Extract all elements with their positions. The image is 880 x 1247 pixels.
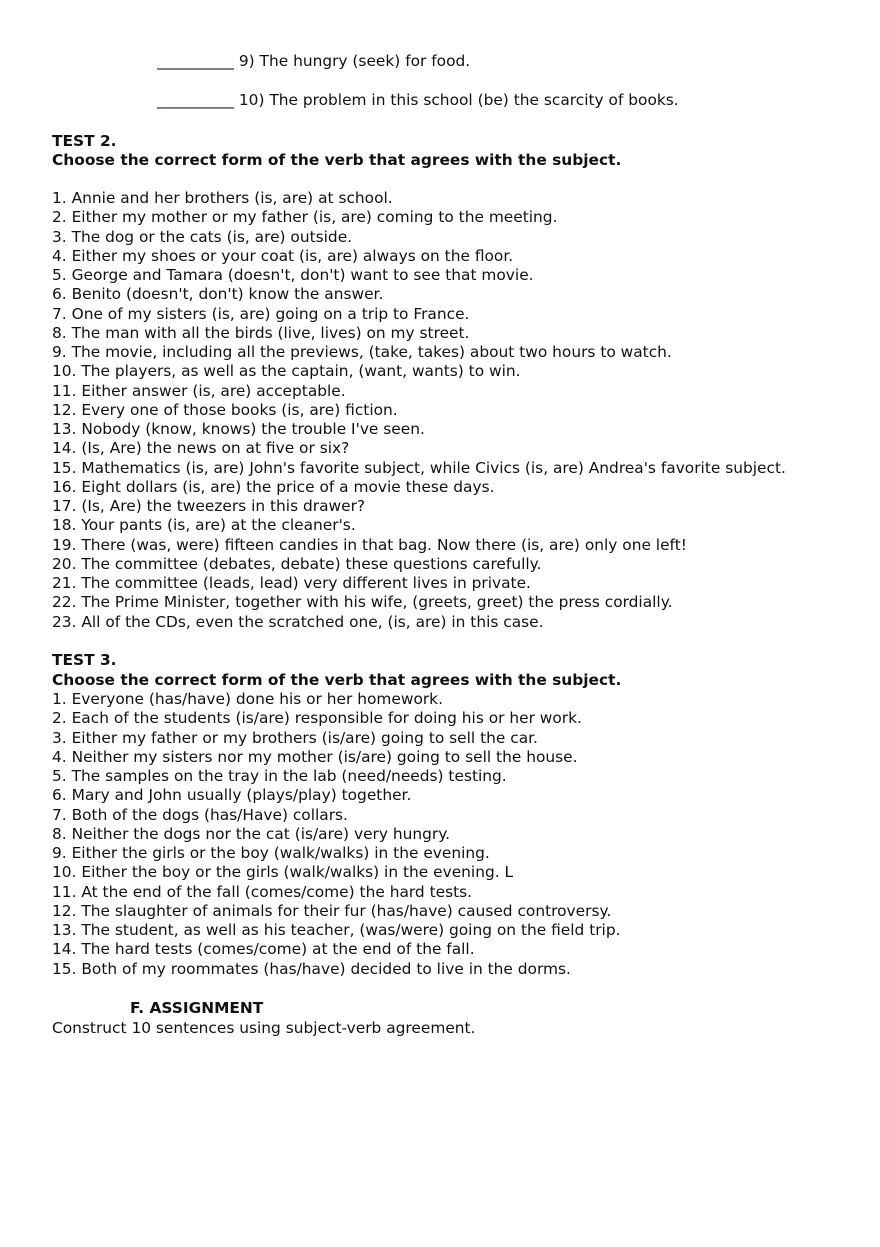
- list-item: 10. Either the boy or the girls (walk/walks) in the evening. L: [52, 863, 514, 882]
- list-item: 23. All of the CDs, even the scratched one, (is, are) in this case.: [52, 612, 544, 631]
- item-text: 10) The problem in this school (be) the scarcity of books.: [238, 91, 679, 109]
- fill-in-item-9: [157, 52, 470, 71]
- list-item: 14. The hard tests (comes/come) at the end of the fall.: [52, 940, 475, 959]
- list-item: 13. Nobody (know, knows) the trouble I've seen.: [52, 420, 425, 438]
- test2-list: [52, 189, 786, 632]
- list-item: 2. Either my mother or my father (is, are) coming to the meeting.: [52, 208, 558, 227]
- list-item: 15. Mathematics (is, are) John's favorite subject, while Civics (is, are) Andrea's favorite subject.: [52, 458, 786, 477]
- list-item: 16. Eight dollars (is, are) the price of a movie these days.: [52, 477, 495, 496]
- test3-instruction: Choose the correct form of the verb that agrees with the subject.: [52, 671, 622, 689]
- list-item: 13. The student, as well as his teacher, (was/were) going on the field trip.: [52, 921, 621, 939]
- list-item: 9. Either the girls or the boy (walk/walks) in the evening.: [52, 844, 490, 862]
- list-item: 7. One of my sisters (is, are) going on a trip to France.: [52, 304, 470, 323]
- list-item: 6. Mary and John usually (plays/play) together.: [52, 786, 412, 805]
- list-item: 10. The players, as well as the captain, (want, wants) to win.: [52, 362, 521, 381]
- list-item: 15. Both of my roommates (has/have) decided to live in the dorms.: [52, 959, 571, 978]
- answer-blank: __________: [157, 91, 234, 109]
- list-item: 21. The committee (leads, lead) very different lives in private.: [52, 574, 531, 592]
- assignment-heading: F. ASSIGNMENT: [130, 999, 264, 1017]
- assignment-text: Construct 10 sentences using subject-verb agreement.: [52, 1019, 476, 1037]
- fill-in-item-10: [157, 91, 679, 110]
- list-item: 8. Neither the dogs nor the cat (is/are) very hungry.: [52, 824, 451, 843]
- list-item: 20. The committee (debates, debate) these questions carefully.: [52, 554, 542, 573]
- item-text: 9) The hungry (seek) for food.: [238, 52, 471, 70]
- list-item: 4. Neither my sisters nor my mother (is/are) going to sell the house.: [52, 747, 578, 766]
- test3-list: [52, 690, 621, 979]
- list-item: 18. Your pants (is, are) at the cleaner's.: [52, 516, 356, 535]
- list-item: 8. The man with all the birds (live, lives) on my street.: [52, 323, 470, 342]
- list-item: 14. (Is, Are) the news on at five or six?: [52, 439, 350, 458]
- list-item: 6. Benito (doesn't, don't) know the answer.: [52, 285, 384, 304]
- list-item: 3. The dog or the cats (is, are) outside.: [52, 227, 353, 246]
- list-item: 2. Each of the students (is/are) responsible for doing his or her work.: [52, 709, 582, 728]
- list-item: 7. Both of the dogs (has/Have) collars.: [52, 805, 348, 824]
- answer-blank: __________: [157, 52, 234, 70]
- test2-title: TEST 2.: [52, 132, 117, 150]
- list-item: 19. There (was, were) fifteen candies in that bag. Now there (is, are) only one left!: [52, 535, 687, 554]
- list-item: 1. Annie and her brothers (is, are) at school.: [52, 189, 393, 207]
- list-item: 5. George and Tamara (doesn't, don't) want to see that movie.: [52, 266, 534, 284]
- list-item: 9. The movie, including all the previews, (take, takes) about two hours to watch.: [52, 343, 672, 361]
- list-item: 4. Either my shoes or your coat (is, are) always on the floor.: [52, 246, 514, 265]
- list-item: 11. Either answer (is, are) acceptable.: [52, 381, 346, 400]
- list-item: 3. Either my father or my brothers (is/are) going to sell the car.: [52, 728, 538, 747]
- list-item: 11. At the end of the fall (comes/come) the hard tests.: [52, 882, 473, 901]
- test3-title: TEST 3.: [52, 651, 117, 669]
- list-item: 22. The Prime Minister, together with his wife, (greets, greet) the press cordially.: [52, 593, 673, 612]
- list-item: 1. Everyone (has/have) done his or her homework.: [52, 690, 443, 708]
- list-item: 17. (Is, Are) the tweezers in this drawer?: [52, 497, 366, 515]
- list-item: 12. The slaughter of animals for their fur (has/have) caused controversy.: [52, 901, 612, 920]
- test2-instruction: Choose the correct form of the verb that agrees with the subject.: [52, 151, 622, 169]
- list-item: 5. The samples on the tray in the lab (need/needs) testing.: [52, 767, 507, 785]
- list-item: 12. Every one of those books (is, are) fiction.: [52, 400, 398, 419]
